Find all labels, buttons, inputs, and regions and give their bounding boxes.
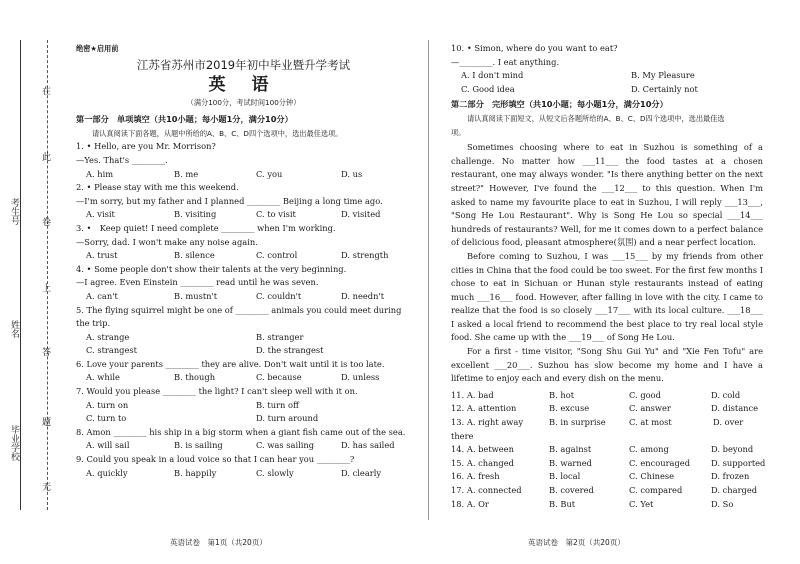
option: B. happily bbox=[174, 467, 217, 478]
option: D. the strangest bbox=[256, 345, 324, 356]
option-continuation: there bbox=[451, 430, 474, 441]
cloze-option-row bbox=[451, 457, 766, 471]
option: A. trust bbox=[86, 250, 118, 261]
page-divider bbox=[428, 40, 429, 520]
option: D. frozen bbox=[711, 471, 750, 482]
question-text: —Yes. That's ________. bbox=[76, 154, 168, 165]
option: B. excuse bbox=[549, 403, 590, 414]
question-text: the trip. bbox=[76, 318, 111, 329]
option-row bbox=[76, 344, 411, 358]
question-text: 8. Amon ________ his ship in a big storm when a giant fish came out of the sea. bbox=[76, 426, 406, 437]
option: B. silence bbox=[174, 250, 215, 261]
option: A. strange bbox=[86, 331, 130, 342]
exam-note: （满分100分，考试时间100分钟） bbox=[186, 97, 301, 107]
option: C. Chinese bbox=[629, 471, 675, 482]
option: B. me bbox=[174, 168, 199, 179]
option: D. supported bbox=[711, 457, 766, 468]
option: B. turn off bbox=[256, 399, 299, 410]
passage-paragraph-2: Before coming to Suzhou, I was ___15___ by my friends from other cities in China that the food could be too sweet. For the first few months I chose to eat in Sichuan or Hunan style restaurants instead of eating much ___16___ food. However, after falling in love with the city. I came to realize that the food is so closely ___17___ with its local culture. ___18___ I asked a local friend to recommend the best place to try real local style food. She came up with the ___19___ of Song He Lou. bbox=[451, 250, 763, 343]
binding-char: 上 bbox=[42, 284, 52, 294]
option-row bbox=[76, 399, 411, 413]
part2-instruction: 请认真阅读下面短文，从短文后各题所给的A、B、C、D四个选项中，选出最佳选 bbox=[467, 113, 725, 123]
question-text: —Sorry, dad. I won't make any noise again. bbox=[76, 236, 258, 247]
option: D. beyond bbox=[711, 444, 754, 455]
option: D. distance bbox=[711, 403, 759, 414]
question-text: 10. • Simon, where do you want to eat? bbox=[451, 43, 618, 53]
option: B. stranger bbox=[256, 331, 304, 342]
part2-instruction-cont: 项。 bbox=[451, 127, 466, 137]
question-text: 7. Would you please ________ the light? I can't sleep well with it on. bbox=[76, 386, 358, 397]
option: C. slowly bbox=[256, 467, 294, 478]
option: D. So bbox=[711, 498, 734, 509]
option: D. over bbox=[713, 417, 744, 428]
option-row bbox=[76, 371, 411, 385]
option: A. him bbox=[86, 168, 114, 179]
binding-char: 在 bbox=[42, 87, 52, 97]
option: D. has sailed bbox=[341, 440, 395, 451]
question-10 bbox=[451, 42, 763, 96]
cloze-option-row bbox=[451, 389, 763, 403]
cloze-option-row bbox=[451, 484, 763, 498]
exam-title: 江苏省苏州市2019年初中毕业暨升学考试 bbox=[136, 57, 351, 72]
question-text: 6. Love your parents ________ they are alive. Don't wait until it is too late. bbox=[76, 358, 385, 369]
option: C. because bbox=[256, 372, 302, 383]
cloze-option-row bbox=[451, 443, 763, 457]
option: A. turn on bbox=[86, 399, 129, 410]
option: D. needn't bbox=[341, 290, 385, 301]
cloze-option-row bbox=[451, 416, 763, 430]
option: 16. A. fresh bbox=[451, 471, 500, 482]
option: A. will sail bbox=[86, 440, 130, 451]
question-text: —I'm sorry, but my father and I planned ________ Beijing a long time ago. bbox=[76, 195, 383, 206]
binding-char: 卷 bbox=[42, 218, 52, 228]
option: D. charged bbox=[711, 485, 758, 495]
option: A. can't bbox=[86, 290, 118, 301]
option: B. in surprise bbox=[549, 417, 606, 428]
option: C. at most bbox=[629, 417, 672, 428]
option: C. among bbox=[629, 444, 669, 455]
option: 17. A. connected bbox=[451, 485, 522, 495]
option-row bbox=[76, 412, 411, 426]
right-page bbox=[451, 42, 766, 511]
passage-paragraph-3: For a first - time visitor, "Song Shu Gui Yu" and "Xie Fen Tofu" are excellent ___20___. Suzhou has slow become my home and I have a lifetime to enjoy each and every dish on the menu. bbox=[451, 346, 763, 384]
option-row bbox=[76, 290, 411, 304]
question-text: 2. • Please stay with me this weekend. bbox=[76, 182, 239, 193]
option: C. encouraged bbox=[629, 457, 691, 468]
option: C. Good idea bbox=[461, 83, 515, 94]
option: C. turn to bbox=[86, 413, 127, 424]
part2-heading: 第二部分 完形填空（共10小题；每小题1分，满分10分） bbox=[451, 99, 668, 110]
option: D. unless bbox=[341, 372, 380, 383]
option: C. good bbox=[629, 389, 661, 400]
option: A. while bbox=[86, 372, 120, 383]
cloze-option-row bbox=[451, 498, 763, 512]
option: D. visited bbox=[341, 209, 381, 220]
binding-strip bbox=[0, 0, 60, 564]
binding-char: 题 bbox=[42, 418, 52, 428]
option: C. you bbox=[256, 168, 283, 179]
left-page bbox=[76, 42, 411, 480]
option: A. quickly bbox=[86, 467, 128, 478]
page1-footer: 英语试卷 第1页（共20页） bbox=[170, 538, 267, 547]
option-row bbox=[76, 467, 411, 481]
option: B. My Pleasure bbox=[631, 70, 695, 81]
option: 18. A. Or bbox=[451, 498, 489, 509]
option: D. strength bbox=[341, 250, 389, 261]
cloze-option-row bbox=[451, 402, 763, 416]
option: B. visiting bbox=[174, 209, 217, 220]
option: C. compared bbox=[629, 485, 683, 495]
question-text: 5. The flying squirrel might be one of ________ animals you could meet during bbox=[76, 304, 402, 315]
question-list bbox=[76, 140, 411, 480]
binding-dashed-line bbox=[47, 40, 48, 510]
question-text: —________. I eat anything. bbox=[451, 56, 560, 67]
question-text: 3. • Keep quiet! I need complete ________ when I'm working. bbox=[76, 222, 336, 233]
option: C. answer bbox=[629, 403, 671, 414]
option: D. us bbox=[341, 168, 363, 179]
option: C. was sailing bbox=[256, 440, 315, 451]
question-text: 9. Could you speak in a loud voice so that I can hear you ________? bbox=[76, 454, 355, 465]
option: B. But bbox=[549, 498, 576, 509]
option: 14. A. between bbox=[451, 444, 514, 455]
option-row bbox=[76, 439, 411, 453]
option: B. against bbox=[549, 444, 592, 455]
option: B. is sailing bbox=[174, 440, 223, 451]
option: D. Certainly not bbox=[631, 83, 698, 94]
option: D. clearly bbox=[341, 467, 382, 478]
part1-instruction: 请认真阅读下面各题，从题中所给的A、B、C、D四个选项中，选出最佳选项。 bbox=[92, 128, 343, 138]
option: A. I don't mind bbox=[461, 70, 524, 81]
option: C. control bbox=[256, 250, 298, 261]
option-row bbox=[76, 208, 411, 222]
page2-footer: 英语试卷 第2页（共20页） bbox=[528, 538, 625, 547]
option: A. visit bbox=[86, 209, 115, 220]
cloze-option-row bbox=[451, 470, 763, 484]
option: C. strangest bbox=[86, 345, 137, 356]
option: B. warned bbox=[549, 457, 592, 468]
subject-title: 英 语 bbox=[208, 74, 279, 95]
binding-char: 答 bbox=[42, 348, 52, 358]
option-row bbox=[76, 168, 411, 182]
option: C. couldn't bbox=[256, 290, 302, 301]
question-text: 1. • Hello, are you Mr. Morrison? bbox=[76, 141, 216, 152]
option: 15. A. changed bbox=[451, 457, 514, 468]
part1-heading: 第一部分 单项填空（共10小题；每小题1分，满分10分） bbox=[76, 114, 293, 125]
label-school: 毕业学校 bbox=[9, 425, 19, 461]
label-exam-id: 考生号 bbox=[9, 198, 19, 225]
option: B. covered bbox=[549, 485, 594, 495]
option: B. local bbox=[549, 471, 581, 482]
option: B. mustn't bbox=[174, 290, 218, 301]
option: 11. A. bad bbox=[451, 389, 494, 400]
option: D. cold bbox=[711, 389, 741, 400]
option: B. hot bbox=[549, 389, 575, 400]
option-row bbox=[451, 83, 763, 97]
question-text: 4. • Some people don't show their talents at the very beginning. bbox=[76, 263, 347, 274]
binding-char: 此 bbox=[42, 153, 52, 163]
binding-char: 无 bbox=[42, 483, 52, 493]
option: B. though bbox=[174, 372, 216, 383]
label-name: 姓名 bbox=[9, 320, 19, 338]
option: 12. A. attention bbox=[451, 403, 517, 414]
option-row bbox=[451, 69, 763, 83]
option: D. turn around bbox=[256, 413, 319, 424]
secret-mark: 绝密★启用前 bbox=[76, 44, 119, 53]
question-text: —I agree. Even Einstein ________ read until he was seven. bbox=[76, 277, 319, 288]
option: C. Yet bbox=[629, 498, 654, 509]
option: 13. A. right away bbox=[451, 417, 524, 428]
option-row bbox=[76, 249, 411, 263]
cloze-options bbox=[451, 389, 766, 511]
option-row bbox=[76, 331, 411, 345]
option: C. to visit bbox=[256, 209, 296, 220]
passage-paragraph-1: Sometimes choosing where to eat in Suzhou is something of a challenge. No matter how ___11___ the food tastes at a chosen restaurant, one may always wonder. "Is there anything better on the next street?" However, I've found the ___12___ to this question. When I'm asked to name my favourite place to eat in Suzhou, I will reply ___13___, "Song He Lou Restaurant". Why is Song He Lou so special ___14___ hundreds of restaurants? Well, for me it comes down to a perfect balance of delicious food, pleasant atmosphere(氛围) and a near perfect location. bbox=[451, 142, 763, 248]
